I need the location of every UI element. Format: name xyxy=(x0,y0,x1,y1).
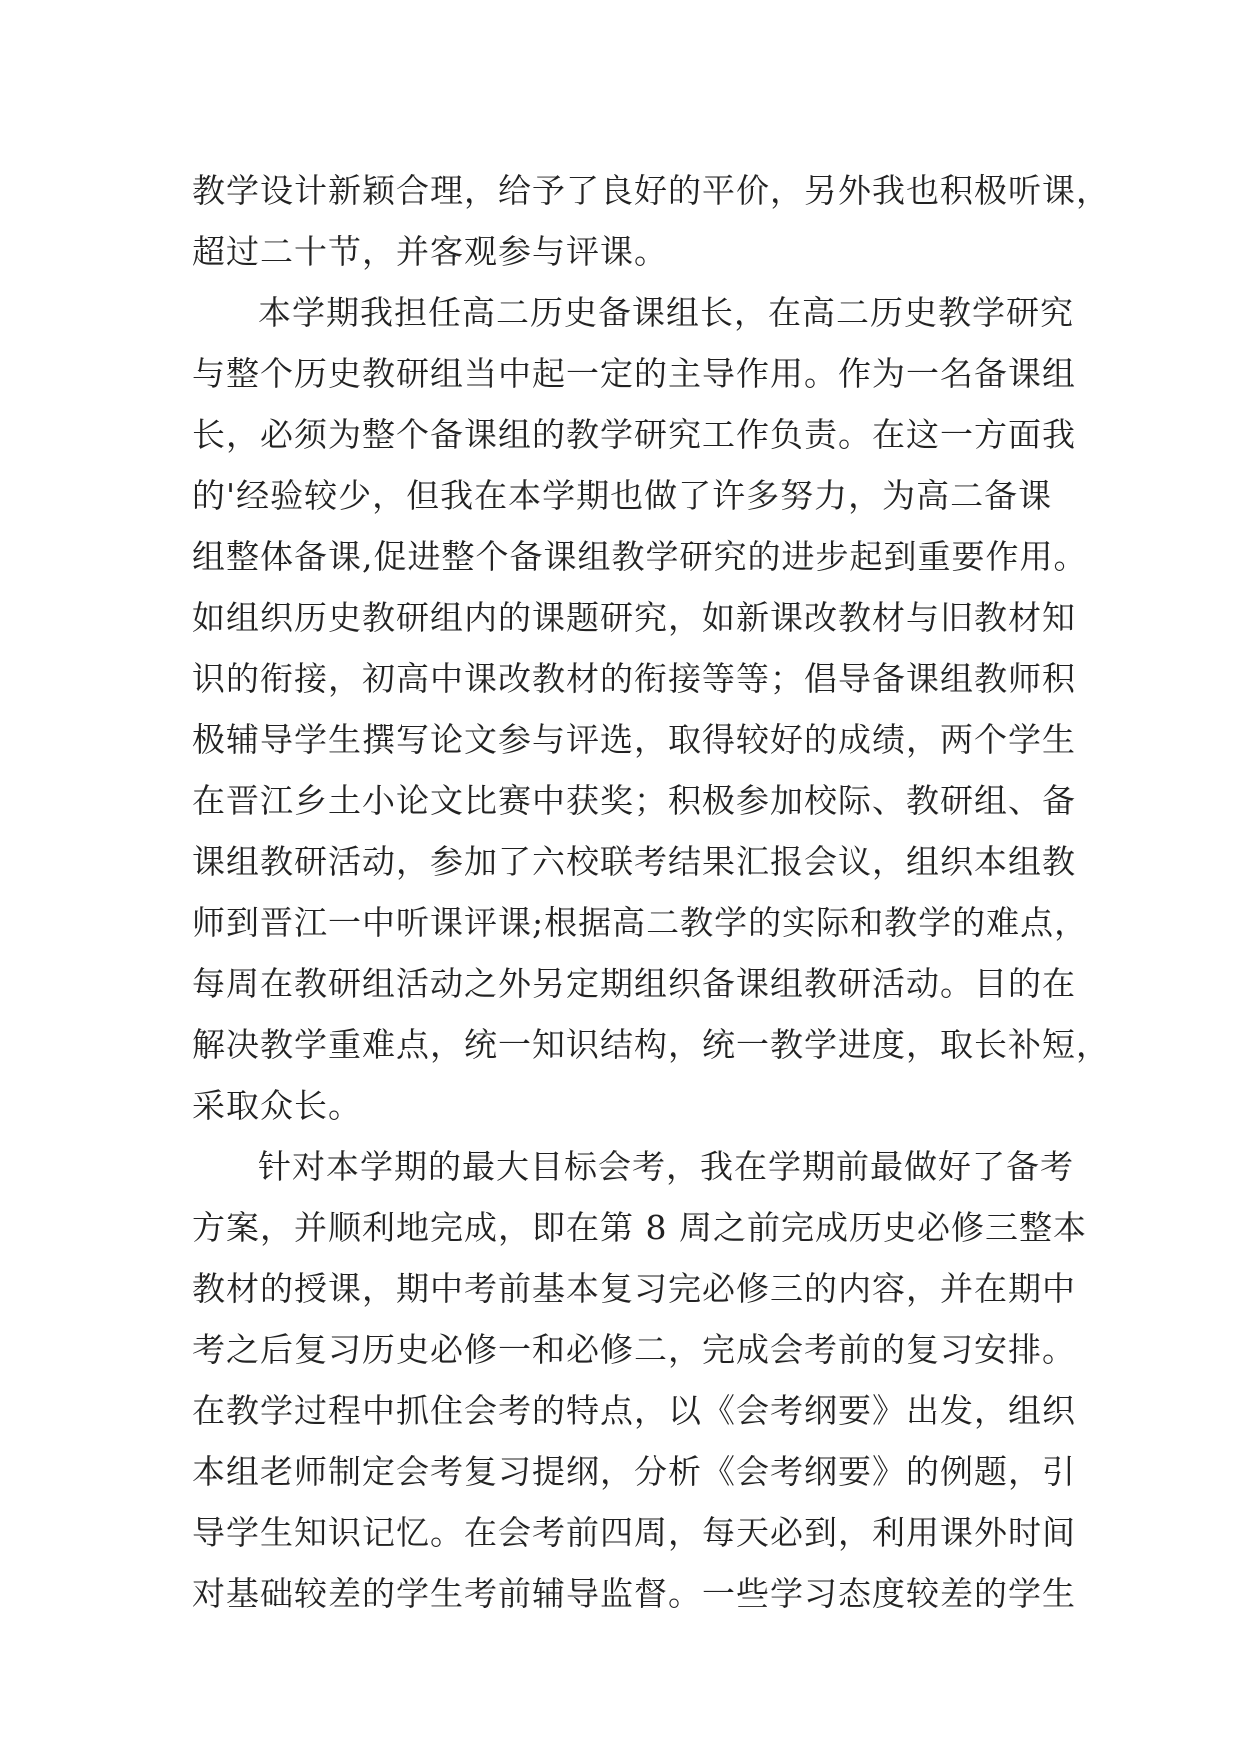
paragraph-2 xyxy=(192,282,1110,1136)
text-line: 师到晋江一中听课评课;根据高二教学的实际和教学的难点， xyxy=(192,903,1089,942)
text-line: 与整个历史教研组当中起一定的主导作用。作为一名备课组 xyxy=(192,354,1076,393)
text-line: 课组教研活动，参加了六校联考结果汇报会议，组织本组教 xyxy=(192,842,1076,881)
text-line: 方案，并顺利地完成，即在第 8 周之前完成历史必修三整本 xyxy=(192,1208,1087,1247)
paragraph-3 xyxy=(192,1136,1087,1624)
text-line: 超过二十节，并客观参与评课。 xyxy=(192,232,668,271)
text-line: 教材的授课，期中考前基本复习完必修三的内容，并在期中 xyxy=(192,1269,1076,1308)
text-line: 长，必须为整个备课组的教学研究工作负责。在这一方面我 xyxy=(192,415,1076,454)
text-line: 导学生知识记忆。在会考前四周，每天必到，利用课外时间 xyxy=(192,1513,1076,1552)
text-line: 在教学过程中抓住会考的特点，以《会考纲要》出发，组织 xyxy=(192,1391,1076,1430)
text-line: 对基础较差的学生考前辅导监督。一些学习态度较差的学生 xyxy=(192,1574,1076,1613)
text-line: 解决教学重难点，统一知识结构，统一教学进度，取长补短， xyxy=(192,1025,1110,1064)
text-line: 本组老师制定会考复习提纲，分析《会考纲要》的例题，引 xyxy=(192,1452,1076,1491)
text-line: 每周在教研组活动之外另定期组织备课组教研活动。目的在 xyxy=(192,964,1076,1003)
text-line: 本学期我担任高二历史备课组长，在高二历史教学研究 xyxy=(258,293,1074,332)
text-line: 的'经验较少，但我在本学期也做了许多努力，为高二备课 xyxy=(192,476,1053,515)
text-line: 如组织历史教研组内的课题研究，如新课改教材与旧教材知 xyxy=(192,598,1076,637)
text-line: 考之后复习历史必修一和必修二，完成会考前的复习安排。 xyxy=(192,1330,1076,1369)
paragraph-1 xyxy=(192,160,1110,282)
text-line: 在晋江乡土小论文比赛中获奖；积极参加校际、教研组、备 xyxy=(192,781,1076,820)
document-body xyxy=(192,160,1110,1624)
text-line: 采取众长。 xyxy=(192,1086,362,1125)
text-line: 组整体备课,促进整个备课组教学研究的进步起到重要作用。 xyxy=(192,537,1088,576)
text-line: 针对本学期的最大目标会考，我在学期前最做好了备考 xyxy=(258,1147,1074,1186)
text-line: 极辅导学生撰写论文参与评选，取得较好的成绩，两个学生 xyxy=(192,720,1076,759)
text-line: 识的衔接，初高中课改教材的衔接等等；倡导备课组教师积 xyxy=(192,659,1076,698)
text-line: 教学设计新颖合理，给予了良好的平价，另外我也积极听课， xyxy=(192,171,1110,210)
